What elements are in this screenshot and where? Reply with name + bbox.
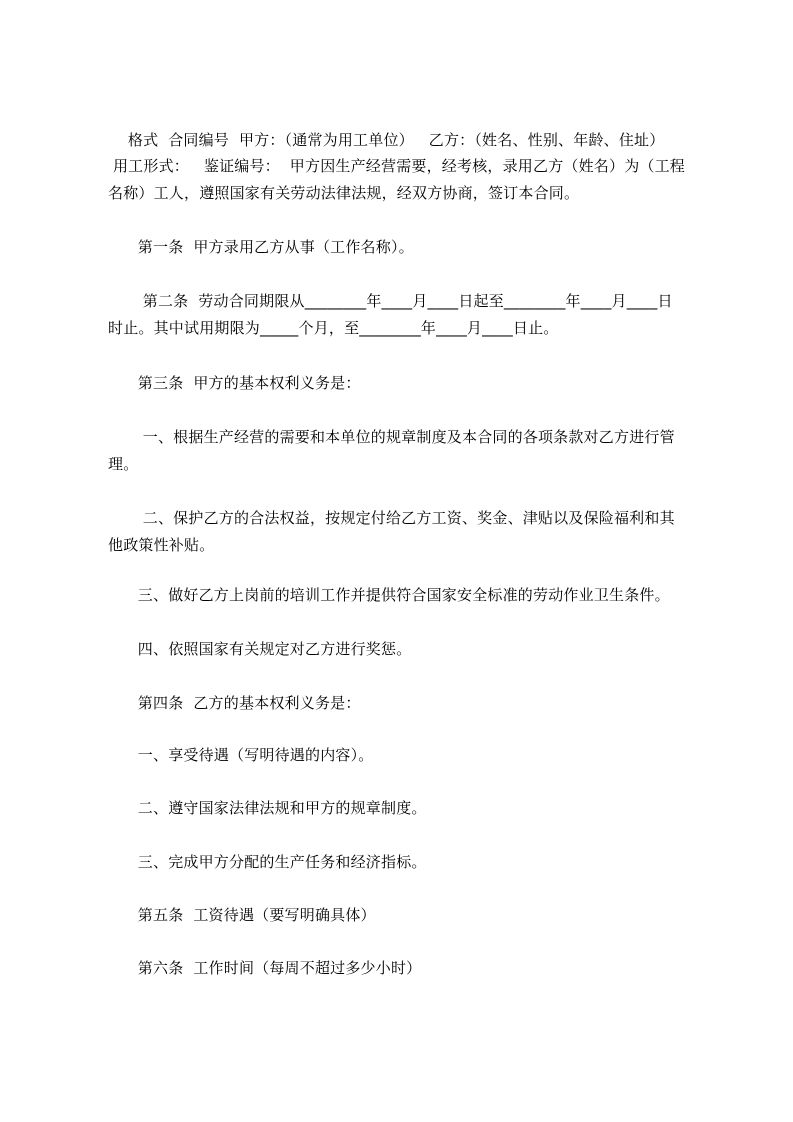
article-2-line-2: 时止。其中试用期限为_____个月，至________年____月____日止。 (108, 319, 559, 337)
article-3-item-4: 四、依照国家有关规定对乙方进行奖惩。 (108, 640, 412, 658)
article-3-item-2-line-2: 他政策性补贴。 (108, 536, 215, 554)
article-5-heading: 第五条 工资待遇（要写明确具体） (108, 906, 376, 924)
article-3-item-1-line-1: 一、根据生产经营的需要和本单位的规章制度及本合同的各项条款对乙方进行管 (108, 428, 675, 446)
article-4-item-3: 三、完成甲方分配的生产任务和经济指标。 (108, 853, 427, 871)
article-4-item-1: 一、享受待遇（写明待遇的内容）。 (108, 746, 374, 764)
article-2-line-1: 第二条 劳动合同期限从________年____月____日起至________年____月____日 (108, 292, 673, 310)
intro-line-2: 用工形式： 鉴证编号： 甲方因生产经营需要，经考核，录用乙方（姓名）为（工程 (108, 157, 686, 175)
article-4-item-2: 二、遵守国家法律法规和甲方的规章制度。 (108, 799, 427, 817)
article-3-heading: 第三条 甲方的基本权利义务是： (108, 374, 361, 392)
article-3-item-1-line-2: 理。 (108, 455, 139, 473)
article-1-heading: 第一条 甲方录用乙方从事（工作名称）。 (108, 238, 414, 256)
article-3-item-2-line-1: 二、保护乙方的合法权益，按规定付给乙方工资、奖金、津贴以及保险福利和其 (108, 509, 675, 527)
article-6-heading: 第六条 工作时间（每周不超过多少小时） (108, 959, 422, 977)
intro-line-3: 名称）工人，遵照国家有关劳动法律法规，经双方协商，签订本合同。 (108, 184, 580, 202)
article-4-heading: 第四条 乙方的基本权利义务是： (108, 694, 361, 712)
article-3-item-3: 三、做好乙方上岗前的培训工作并提供符合国家安全标准的劳动作业卫生条件。 (108, 586, 670, 604)
intro-line-1: 格式 合同编号 甲方：（通常为用工单位） 乙方：（姓名、性别、年龄、住址） (108, 131, 665, 149)
